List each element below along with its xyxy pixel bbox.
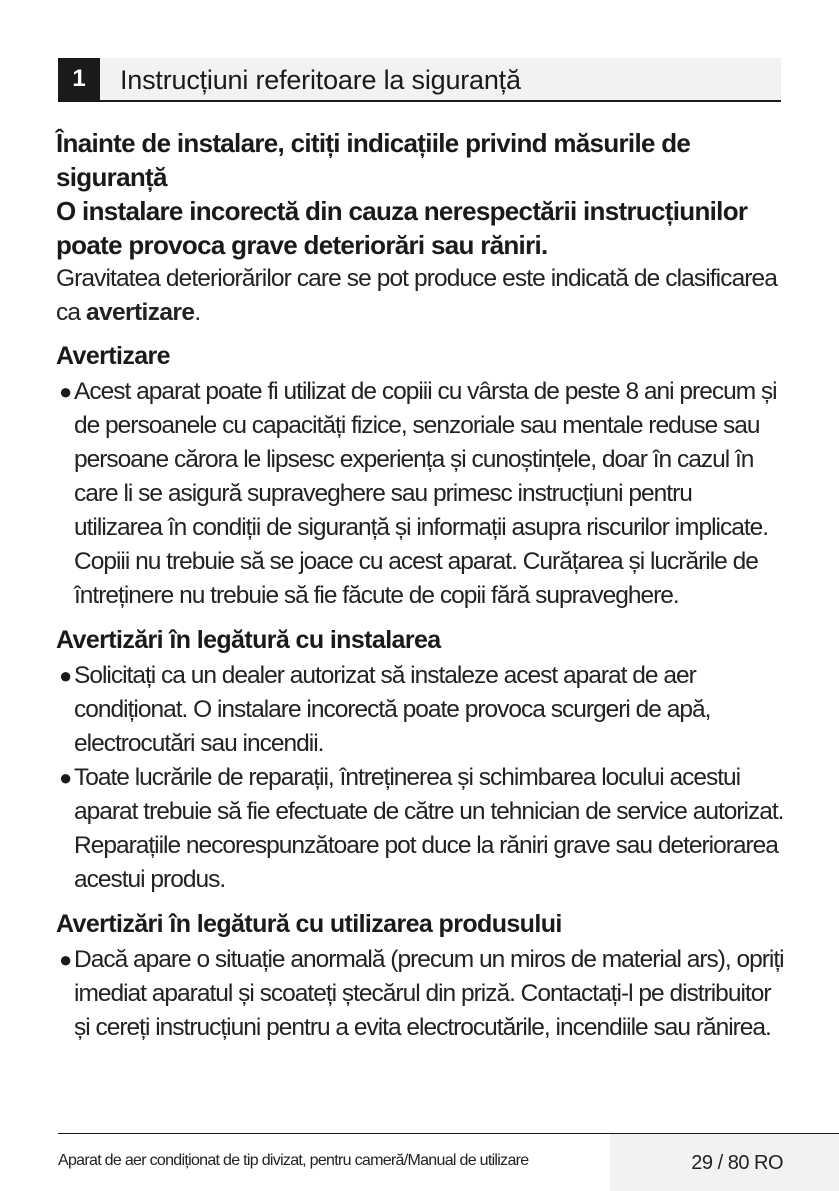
heading-usage-warnings: Avertizări în legătură cu utilizarea produsului [56, 910, 562, 938]
page-content [56, 126, 784, 1045]
section-number-badge: 1 [58, 58, 100, 100]
section-header [58, 58, 781, 102]
bullet-text: Dacă apare o situație anormală (precum un miros de material ars), opriți imediat aparatul și scoateți ștecărul din priză. Contactați-l pe distribuitor și cereți instrucțiuni pentru a evita electrocutările, incendiile sau rănirea. [74, 946, 784, 1041]
section-title: Instrucțiuni referitoare la siguranță [120, 65, 521, 95]
heading-installation-warnings: Avertizări în legătură cu instalarea [56, 626, 441, 654]
footer-manual-title: Aparat de aer condiționat de tip divizat, pentru cameră/Manual de utilizare [58, 1152, 529, 1169]
intro-warning: O instalare incorectă din cauza nerespectării instrucțiunilor poate provoca grave deteriorări sau răniri. [56, 196, 748, 260]
bullet-text: Acest aparat poate fi utilizat de copiii cu vârsta de peste 8 ani precum și de persoanele cu capacități fizice, senzoriale sau mentale reduse sau persoane cărora le lipsesc experiența și cunoștințele, doar în cazul în care li se asigură supraveghere sau primesc instrucțiuni pentru utilizarea în condiții de siguranță și informații asupra riscurilor implicate. Copiii nu trebuie să se joace cu acest aparat. Curățarea și lucrările de întreținere nu trebuie să fie făcute de copii fără supraveghere. [74, 378, 777, 609]
severity-note [56, 262, 784, 330]
bullet-text: Solicitați ca un dealer autorizat să instaleze acest aparat de aer condiționat. O instalare incorectă poate provoca scurgeri de apă, electrocutări sau incendii. [74, 662, 711, 757]
severity-keyword: avertizare [85, 299, 195, 326]
bullet-text: Toate lucrările de reparații, întreținerea și schimbarea locului acestui aparat trebuie să fie efectuate de către un tehnician de service autorizat. Reparațiile necorespunzătoare pot duce la răniri grave sau deteriorarea acestui produs. [74, 764, 784, 893]
bullet-icon: ● [59, 663, 72, 688]
list-item [56, 659, 784, 761]
severity-suffix: . [194, 299, 201, 326]
list-item [56, 761, 784, 897]
bullet-icon: ● [59, 765, 72, 790]
page-number: 29 / 80 RO [691, 1152, 783, 1174]
list-item [56, 943, 784, 1045]
severity-prefix: Gravitatea deteriorărilor care se pot produce este indicată de clasificarea ca [56, 265, 777, 326]
footer-page-box [610, 1134, 839, 1191]
bullet-icon: ● [59, 379, 72, 404]
heading-warning: Avertizare [56, 342, 170, 370]
bullet-icon: ● [59, 947, 72, 972]
intro-lead: Înainte de instalare, citiți indicațiile privind măsurile de siguranță [56, 128, 691, 192]
list-item [56, 375, 784, 613]
